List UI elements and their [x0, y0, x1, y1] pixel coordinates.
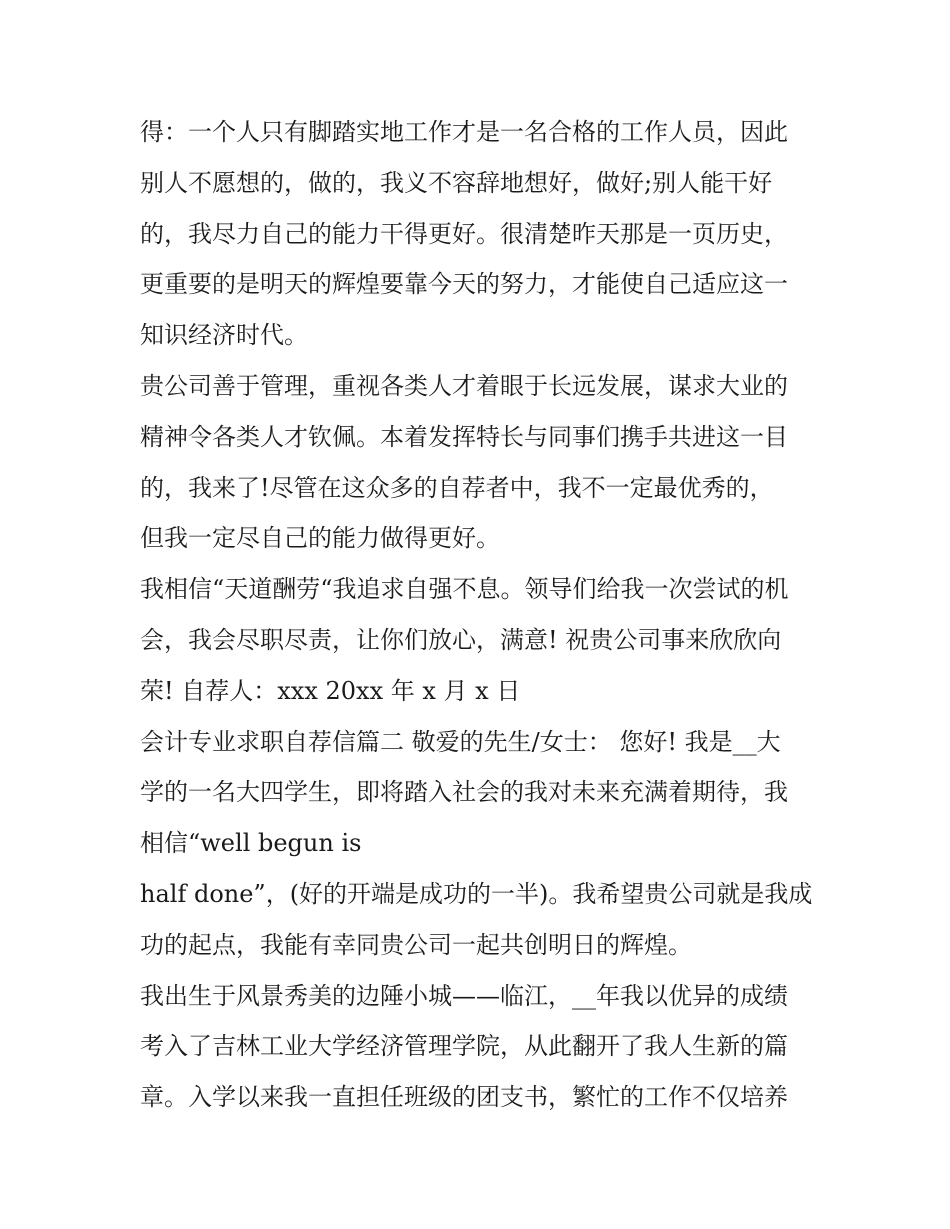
text-line: 荣! 自荐人：xxx 20xx 年 x 月 x 日 [140, 676, 521, 705]
text-line: 我相信“天道酬劳“我追求自强不息。领导们给我一次尝试的机 [140, 575, 789, 604]
text-line: 的，我尽力自己的能力干得更好。很清楚昨天那是一页历史， [140, 219, 788, 248]
text-line: 更重要的是明天的辉煌要靠今天的努力，才能使自己适应这一 [140, 270, 788, 299]
text-line: 的，我来了!尽管在这众多的自荐者中，我不一定最优秀的， [140, 473, 774, 502]
text-line: 章。入学以来我一直担任班级的团支书，繁忙的工作不仅培养 [140, 1083, 788, 1112]
body-text [140, 107, 830, 1123]
text-line: 会，我会尽职尽责，让你们放心，满意! 祝贵公司事来欣欣向 [140, 625, 782, 654]
text-line: 精神令各类人才钦佩。本着发挥特长与同事们携手共进这一目 [140, 422, 788, 451]
text-line: 我出生于风景秀美的边陲小城——临江，__年我以优异的成绩 [140, 981, 788, 1010]
text-line: 考入了吉林工业大学经济管理学院，从此翻开了我人生新的篇 [140, 1032, 788, 1061]
text-line: half done”，(好的开端是成功的一半)。我希望贵公司就是我成 [140, 879, 813, 908]
text-line: 知识经济时代。 [140, 321, 308, 350]
text-line: 贵公司善于管理，重视各类人才着眼于长远发展，谋求大业的 [140, 371, 788, 400]
text-line: 学的一名大四学生，即将踏入社会的我对未来充满着期待，我 [140, 778, 788, 807]
text-line: 但我一定尽自己的能力做得更好。 [140, 524, 500, 553]
text-line: 会计专业求职自荐信篇二 敬爱的先生/女士： 您好! 我是__大 [140, 727, 781, 756]
text-line: 别人不愿想的，做的，我义不容辞地想好，做好;别人能干好 [140, 168, 773, 197]
text-line: 相信“well begun is [140, 829, 362, 858]
text-line: 功的起点，我能有幸同贵公司一起共创明日的辉煌。 [140, 930, 692, 959]
text-line: 得：一个人只有脚踏实地工作才是一名合格的工作人员，因此 [140, 118, 788, 146]
